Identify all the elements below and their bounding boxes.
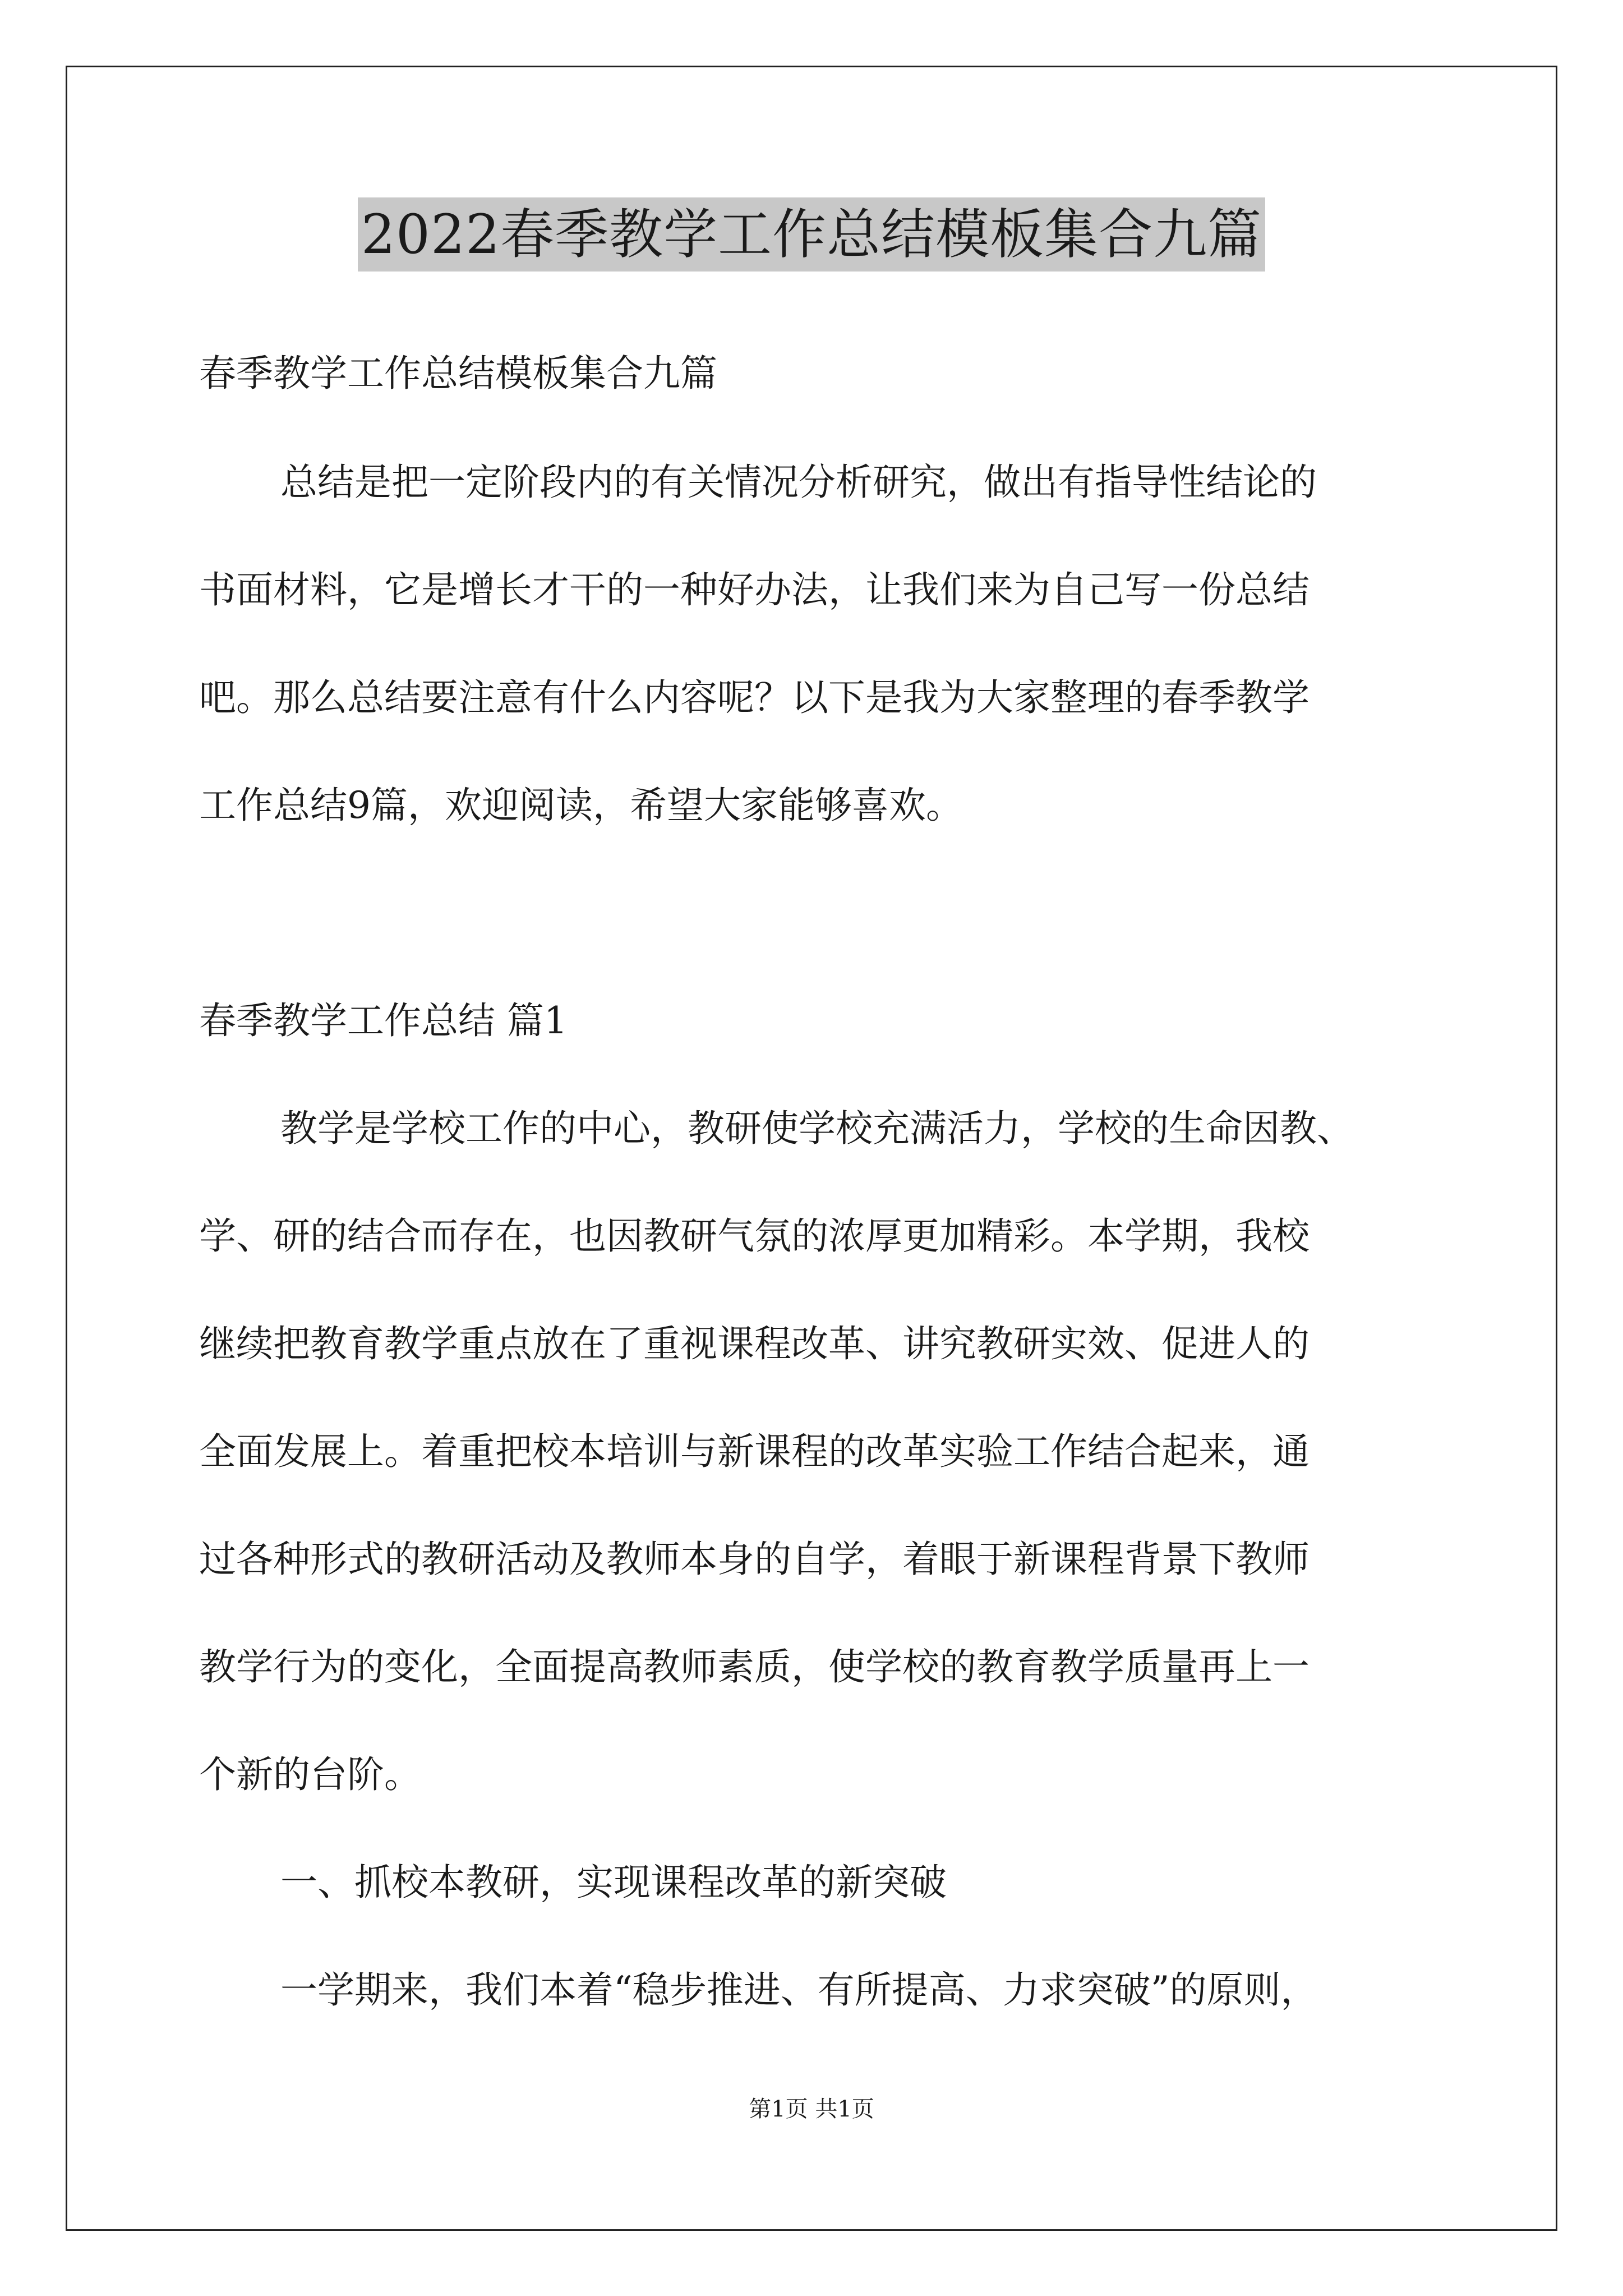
subheading: 一、抓校本教研，实现课程改革的新突破 (280, 1861, 947, 1904)
body-paragraph-line: 教学是学校工作的中心，教研使学校充满活力，学校的生命因教、 (280, 1107, 1354, 1150)
body-paragraph-line: 一学期来，我们本着“稳步推进、有所提高、力求突破”的原则， (280, 1968, 1318, 2012)
body-paragraph-line: 教学行为的变化，全面提高教师素质，使学校的教育教学质量再上一 (199, 1645, 1310, 1688)
body-paragraph-line: 继续把教育教学重点放在了重视课程改革、讲究教研实效、促进人的 (199, 1322, 1310, 1365)
document-subtitle: 春季教学工作总结模板集合九篇 (199, 352, 717, 395)
document-title: 2022春季教学工作总结模板集合九篇 (358, 197, 1265, 272)
title-container (0, 197, 1623, 272)
body-paragraph-line: 个新的台阶。 (199, 1753, 421, 1796)
intro-paragraph-line: 总结是把一定阶段内的有关情况分析研究，做出有指导性结论的 (280, 461, 1317, 504)
body-paragraph-line: 全面发展上。着重把校本培训与新课程的改革实验工作结合起来，通 (199, 1430, 1310, 1473)
body-paragraph-line: 过各种形式的教研活动及教师本身的自学，着眼于新课程背景下教师 (199, 1538, 1310, 1581)
body-paragraph-line: 学、研的结合而存在，也因教研气氛的浓厚更加精彩。本学期，我校 (199, 1214, 1310, 1258)
page-footer: 第1页 共1页 (749, 2096, 874, 2122)
intro-paragraph-line: 工作总结9篇，欢迎阅读，希望大家能够喜欢。 (199, 784, 963, 827)
intro-paragraph-line: 书面材料，它是增长才干的一种好办法，让我们来为自己写一份总结 (199, 568, 1310, 611)
intro-paragraph-line: 吧。那么总结要注意有什么内容呢？以下是我为大家整理的春季教学 (199, 676, 1310, 719)
section-heading: 春季教学工作总结 篇1 (199, 999, 568, 1042)
